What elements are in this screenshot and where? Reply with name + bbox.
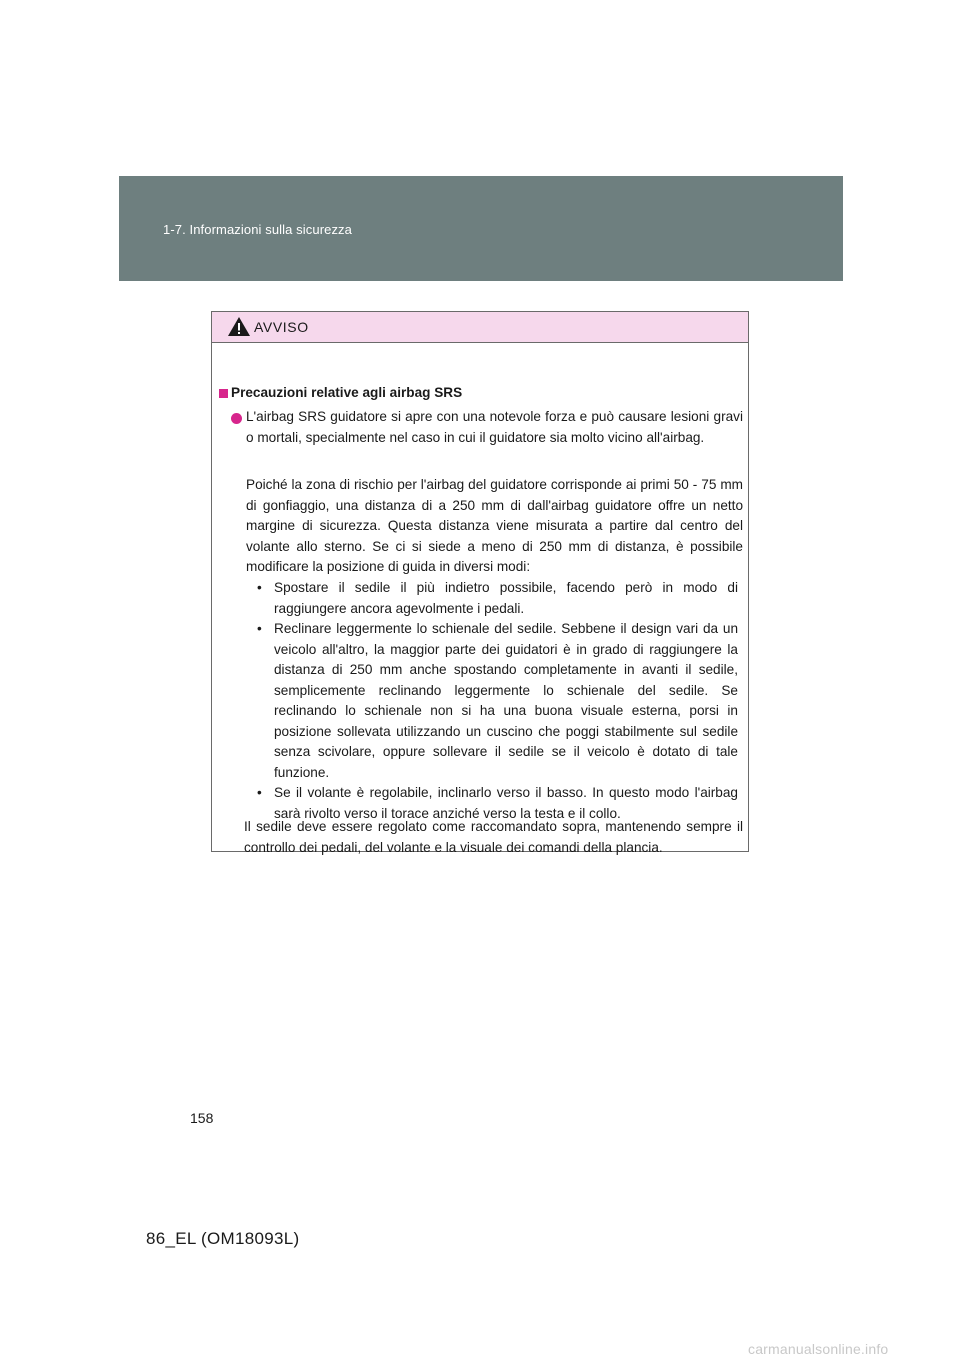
list-item bbox=[258, 578, 738, 619]
warning-label: AVVISO bbox=[254, 319, 309, 335]
warning-paragraph-3: Il sedile deve essere regolato come raccomandato sopra, mantenendo sempre il controllo dei pedali, del volante e la visuale dei comandi della plancia. bbox=[244, 819, 743, 855]
warning-header bbox=[212, 312, 748, 343]
list-item-text: Reclinare leggermente lo schienale del sedile. Sebbene il design vari da un veicolo all'altro, la maggior parte dei guidatori è in grado di raggiungere la distanza di 250 mm anche spostando completamente in avanti il sedile, semplicemente reclinando leggermente lo schienale del sedile. Se reclinando lo schienale non si ha una buona visuale esterna, porsi in posizione sollevata utilizzando un cuscino che poggi stabilmente sul sedile senza scivolare, oppure sollevare il sedile se il veicolo è dotato di tale funzione. bbox=[274, 621, 738, 780]
bullet-list bbox=[258, 578, 738, 824]
list-item-text: Spostare il sedile il più indietro possibile, facendo però in modo di raggiungere ancora agevolmente i pedali. bbox=[274, 580, 738, 616]
document-code: 86_EL (OM18093L) bbox=[146, 1229, 300, 1248]
watermark: carmanualsonline.info bbox=[748, 1341, 889, 1357]
warning-box bbox=[211, 311, 749, 855]
page-number: 158 bbox=[190, 1110, 214, 1126]
section-header-band bbox=[119, 176, 843, 281]
warning-triangle-icon bbox=[227, 316, 251, 337]
round-bullet-icon bbox=[231, 413, 242, 424]
bullet-dot-icon: • bbox=[257, 580, 262, 595]
warning-paragraph-2: Poiché la zona di rischio per l'airbag del guidatore corrisponde ai primi 50 - 75 mm di gonfiaggio, una distanza di a 250 mm di dall'airbag guidatore offre un netto margine di sicurezza. Questa distanza viene misurata a partire dal centro del volante allo sterno. Se ci si siede a meno di 250 mm di distanza, è possibile modificare la posizione di guida in diversi modi: bbox=[246, 477, 743, 574]
bullet-dot-icon: • bbox=[257, 621, 262, 636]
bullet-dot-icon: • bbox=[257, 785, 262, 800]
warning-heading: Precauzioni relative agli airbag SRS bbox=[231, 385, 463, 400]
square-bullet-icon bbox=[219, 389, 228, 398]
section-title: 1-7. Informazioni sulla sicurezza bbox=[163, 222, 352, 237]
warning-paragraph-1: L'airbag SRS guidatore si apre con una notevole forza e può causare lesioni gravi o mortali, specialmente nel caso in cui il guidatore sia molto vicino all'airbag. bbox=[246, 409, 743, 445]
list-item-text: Se il volante è regolabile, inclinarlo verso il basso. In questo modo l'airbag sarà rivolto verso il torace anziché verso la testa e il collo. bbox=[274, 785, 738, 821]
list-item bbox=[258, 619, 738, 783]
